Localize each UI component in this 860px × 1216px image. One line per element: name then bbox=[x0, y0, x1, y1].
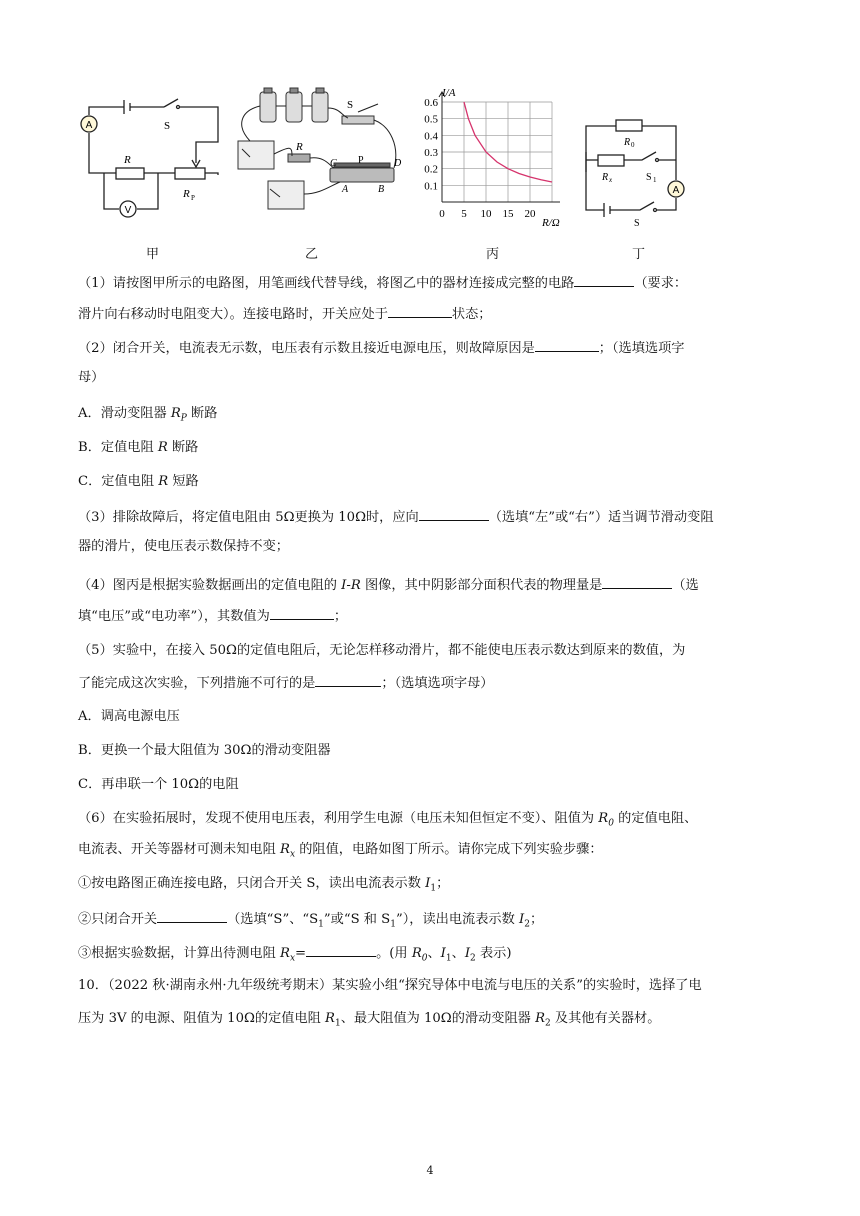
q6-step3: ③根据实验数据，计算出待测电阻 $R_x=$ 。(用 $R_0$、$I_1$、$I_2$ 表示) bbox=[78, 942, 511, 969]
q2-line2: 母） bbox=[78, 370, 105, 385]
figure-yi bbox=[230, 86, 410, 218]
svg-text:C: C bbox=[330, 158, 337, 169]
figure-ding bbox=[580, 112, 690, 227]
svg-text:R: R bbox=[624, 137, 631, 148]
x-tick-label: 5 bbox=[461, 208, 467, 220]
answer-blank[interactable] bbox=[315, 672, 381, 687]
q3-line2: 器的滑片，使电压表示数保持不变； bbox=[78, 539, 289, 554]
y-tick-label: 0.4 bbox=[424, 130, 438, 143]
x-tick-label: 20 bbox=[524, 208, 536, 220]
q1-line2: 滑片向右移动时电阻变大）。连接电路时，开关应处于 状态； bbox=[78, 303, 491, 325]
q10-line1: 10．（2022 秋·湖南永州·九年级统考期末）某实验小组“探究导体中电流与电压的关系”的实验时，选择了电 bbox=[78, 978, 702, 993]
answer-blank[interactable] bbox=[602, 574, 672, 589]
svg-text:A: A bbox=[342, 184, 349, 195]
voltmeter-icon bbox=[125, 205, 132, 216]
svg-text:V: V bbox=[124, 205, 132, 216]
caption-yi: 乙 bbox=[305, 247, 319, 262]
ammeter-icon bbox=[673, 185, 680, 196]
caption-jia: 甲 bbox=[146, 247, 160, 262]
q6-line2: 电流表、开关等器材可测未知电阻 $R_x$ 的阻值，电路如图丁所示。请你完成下列实验步骤： bbox=[78, 842, 603, 860]
q5-line1: （5）实验中，在接入 50Ω的定值电阻后，无论怎样移动滑片，都不能使电压表示数达到原来的数值，为 bbox=[78, 643, 686, 658]
q5-line2: 了能完成这次实验，下列措施不可行的是 ；（选填选项字母） bbox=[78, 672, 493, 694]
q6-step1: ①按电路图正确连接电路，只闭合开关 S，读出电流表示数 $I_1$； bbox=[78, 876, 450, 894]
chart-xlabel: R/Ω bbox=[542, 217, 560, 229]
q4-line1: （4）图丙是根据实验数据画出的定值电阻的 I-R 图像，其中阴影部分面积代表的物理量是 （选 bbox=[78, 574, 699, 596]
chart-ylabel: I/A bbox=[442, 87, 456, 99]
q10-line2: 压为 3V 的电源、阻值为 10Ω的定值电阻 $R_1$、最大阻值为 10Ω的滑动变阻器 $R_2$ 及其他有关器材。 bbox=[78, 1011, 661, 1029]
x-tick-label: 10 bbox=[480, 208, 492, 220]
q2-option-a: A．滑动变阻器 $R_P$ 断路 bbox=[78, 406, 218, 424]
svg-text:S: S bbox=[347, 99, 354, 111]
svg-text:P: P bbox=[358, 155, 364, 166]
svg-text:D: D bbox=[394, 158, 402, 169]
svg-text:S: S bbox=[164, 120, 171, 132]
answer-blank[interactable] bbox=[535, 337, 599, 352]
answer-blank[interactable] bbox=[419, 506, 489, 521]
figure-bing-chart bbox=[414, 84, 574, 232]
figure-jia bbox=[78, 85, 238, 225]
svg-text:R: R bbox=[296, 141, 303, 153]
svg-text:R: R bbox=[602, 172, 609, 183]
svg-text:x: x bbox=[609, 176, 613, 184]
svg-text:S: S bbox=[646, 172, 652, 183]
q4-line2: 填“电压”或“电功率”），其数值为 ； bbox=[78, 605, 347, 627]
y-tick-label: 0.3 bbox=[424, 147, 438, 159]
svg-text:A: A bbox=[672, 185, 680, 196]
answer-blank[interactable] bbox=[306, 942, 376, 957]
ammeter-icon bbox=[86, 120, 93, 131]
caption-bing: 丙 bbox=[486, 247, 500, 262]
answer-blank[interactable] bbox=[388, 303, 452, 318]
q2-option-c: C．定值电阻 R 短路 bbox=[78, 474, 199, 489]
q2-option-b: B．定值电阻 R 断路 bbox=[78, 440, 199, 455]
answer-blank[interactable] bbox=[574, 272, 634, 287]
x-tick-label: 15 bbox=[502, 208, 514, 220]
q5-option-a: A．调高电源电压 bbox=[78, 709, 180, 724]
answer-blank[interactable] bbox=[270, 605, 334, 620]
y-tick-label: 0.6 bbox=[424, 97, 438, 109]
q5-option-b: B．更换一个最大阻值为 30Ω的滑动变阻器 bbox=[78, 743, 331, 758]
q2-line1: （2）闭合开关，电流表无示数，电压表有示数且接近电源电压，则故障原因是 ；（选填选项字 bbox=[78, 337, 684, 359]
svg-text:R: R bbox=[183, 188, 190, 200]
svg-text:S: S bbox=[634, 218, 640, 227]
q6-step2: ②只闭合开关 （选填“S”、“$S_1$”或“S 和 $S_1$”），读出电流表示数 $I_2$； bbox=[78, 908, 543, 935]
svg-text:P: P bbox=[191, 194, 195, 202]
x-tick-label: 0 bbox=[439, 208, 445, 220]
q5-option-c: C．再串联一个 10Ω的电阻 bbox=[78, 777, 239, 792]
svg-text:R: R bbox=[124, 154, 131, 166]
svg-text:B: B bbox=[378, 184, 385, 195]
q6-line1: （6）在实验拓展时，发现不使用电压表，利用学生电源（电压未知但恒定不变）、阻值为 $R_0$ 的定值电阻、 bbox=[78, 811, 698, 829]
svg-text:1: 1 bbox=[653, 176, 657, 184]
q3-line1: （3）排除故障后，将定值电阻由 5Ω更换为 10Ω时，应向 （选填“左”或“右”）适当调节滑动变阻 bbox=[78, 506, 714, 528]
answer-blank[interactable] bbox=[157, 908, 227, 923]
y-tick-label: 0.5 bbox=[424, 113, 438, 126]
svg-text:A: A bbox=[85, 120, 93, 131]
q1-line1: （1）请按图甲所示的电路图，用笔画线代替导线，将图乙中的器材连接成完整的电路 （要求： bbox=[78, 272, 687, 294]
y-tick-label: 0.2 bbox=[424, 163, 438, 176]
caption-ding: 丁 bbox=[632, 247, 646, 262]
y-tick-label: 0.1 bbox=[424, 180, 438, 193]
page-number: 4 bbox=[426, 1164, 434, 1177]
svg-text:0: 0 bbox=[631, 141, 635, 149]
